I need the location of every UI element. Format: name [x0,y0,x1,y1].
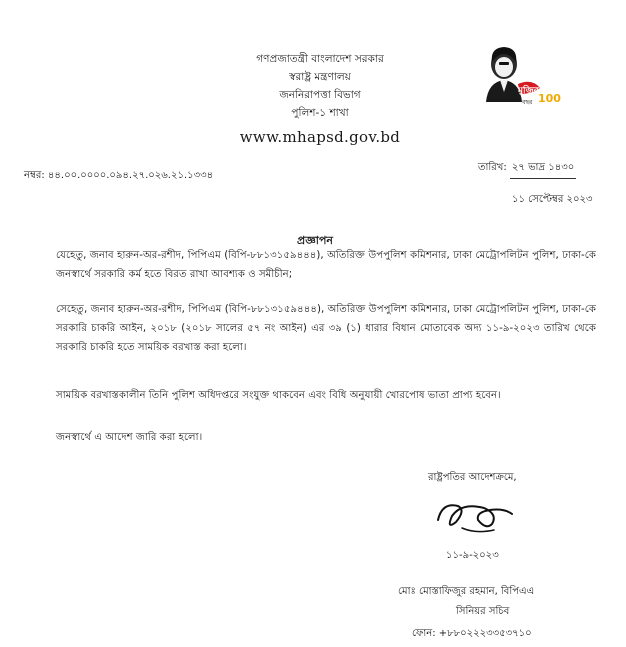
logo-sub: বছর [522,99,533,106]
signatory-name: মোঃ মোস্তাফিজুর রহমান, বিপিএএ [398,586,535,597]
mujib-100-logo [474,44,561,114]
govt-name: গণপ্রজাতন্ত্রী বাংলাদেশ সরকার [256,53,384,65]
logo-mark-text: মুজিব [518,86,539,96]
signatory-phone: ফোন: +৮৮০২২২৩৩৫৩৭১০ [412,628,532,639]
paragraph-1: যেহেতু, জনাব হারুন-অর-রশীদ, পিপিএম (বিপি-৮৮১৩১৫৯৪৪৪), অতিরিক্ত উপপুলিশ কমিশনার, ঢাকা মেট্রোপলিটন পুলিশ, ঢাকা-কে জনস্বার্থে সরকারি কর্ম হতে বিরত রাখা আবশ্যক ও সমীচীন; [56,250,596,280]
section-name: পুলিশ-১ শাখা [291,107,349,119]
signature-mark [432,494,518,542]
paragraph-3: সাময়িক বরখাস্তকালীন তিনি পুলিশ অধিদপ্তরে সংযুক্ত থাকবেন এবং বিধি অনুযায়ী খোরপোষ ভাতা প্রাপ্য হবেন। [56,390,501,401]
signatory-designation: সিনিয়র সচিব [456,606,510,617]
division-name: জননিরাপত্তা বিভাগ [279,89,361,101]
paragraph-2: সেহেতু, জনাব হারুন-অর-রশীদ, পিপিএম (বিপি-৮৮১৩১৫৯৪৪৪), অতিরিক্ত উপপুলিশ কমিশনার, ঢাকা মেট্রোপলিটন পুলিশ, ঢাকা-কে সরকারি চাকরি আইন, ২০১৮ (২০১৮ সালের ৫৭ নং আইন) এর ৩৯ (১) ধারার বিধান মোতাবেক অদ্য ১১-৯-২০২৩ তারিখ থেকে সরকারি চাকরি হতে সাময়িক বরখাস্ত করা হলো। [56,304,596,353]
memo-number: নম্বর: ৪৪.০০.০০০০.০৯৪.২৭.০২৬.২১.১৩৩৪ [24,170,214,181]
logo-number: 100 [538,92,561,105]
date-label: তারিখ: [478,162,507,173]
ministry-name: স্বরাষ্ট্র মন্ত্রণালয় [289,71,351,83]
document-title: প্রজ্ঞাপন [297,234,333,247]
signature-date: ১১-৯-২০২৩ [446,550,499,561]
date-english: ১১ সেপ্টেম্বর ২০২৩ [512,194,593,205]
date-bangla-row [478,160,576,179]
paragraph-4: জনস্বার্থে এ আদেশ জারি করা হলো। [56,432,203,443]
website-url: www.mhapsd.gov.bd [239,128,401,146]
date-bangla: ২৭ ভাদ্র ১৪৩০ [510,160,576,179]
order-line: রাষ্ট্রপতির আদেশক্রমে, [428,472,517,483]
